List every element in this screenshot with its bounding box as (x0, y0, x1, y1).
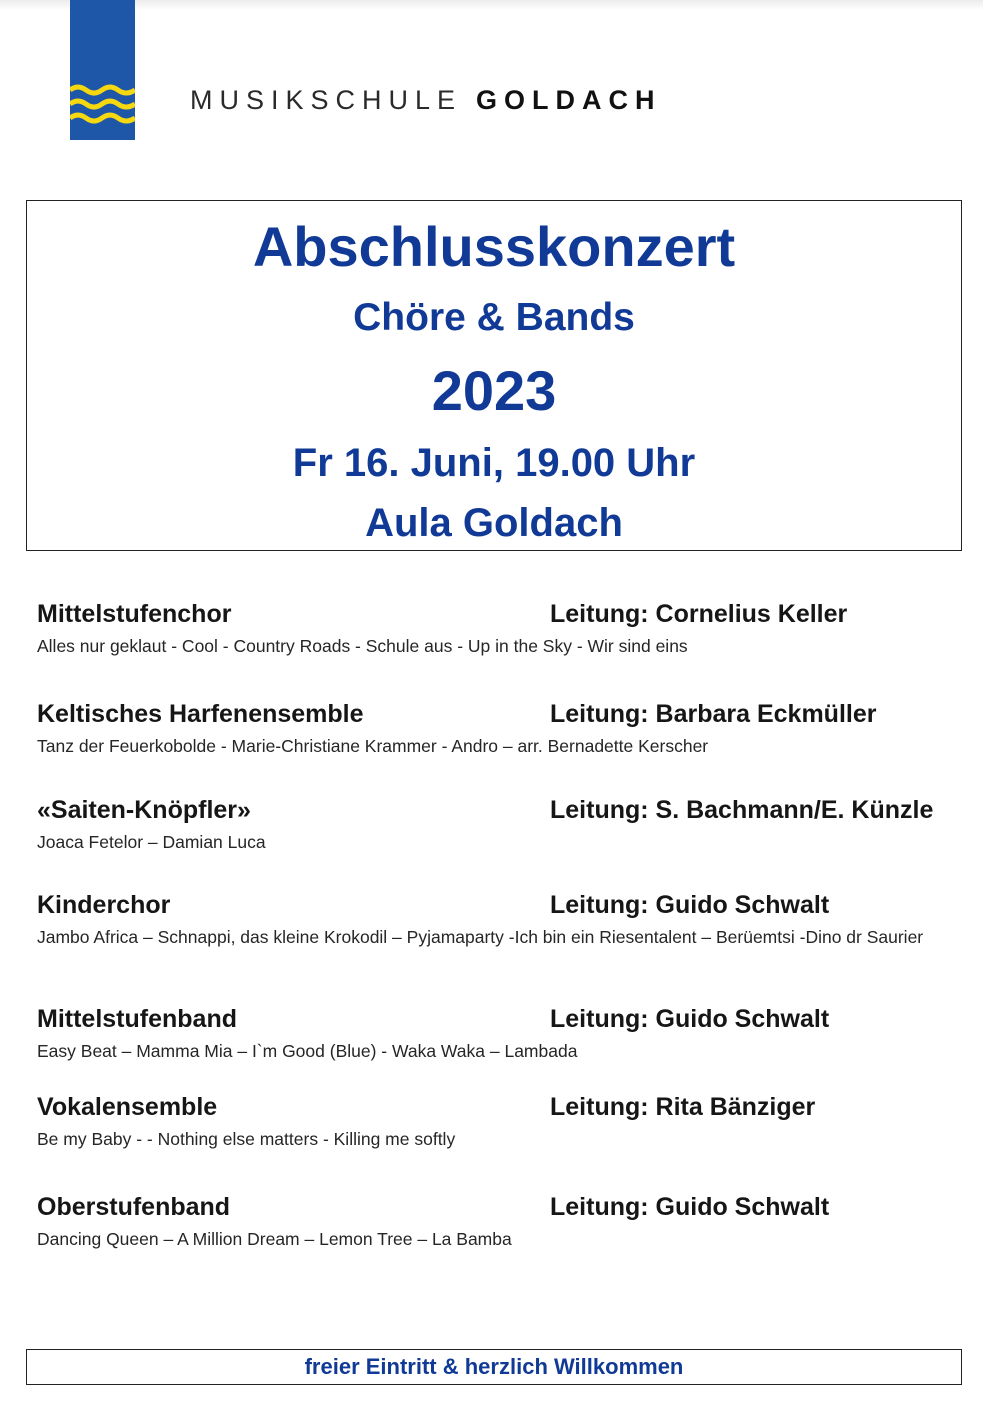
song-list: Tanz der Feuerkobolde - Marie-Christiane Krammer - Andro – arr. Bernadette Kerscher (37, 736, 709, 756)
ensemble-name: «Saiten-Knöpfler» (37, 796, 251, 824)
ensemble-leader: Leitung: Guido Schwalt (550, 891, 830, 919)
school-name (190, 84, 662, 116)
event-date: Fr 16. Juni, 19.00 Uhr (292, 441, 696, 485)
ensemble-leader: Leitung: S. Bachmann/E. Künzle (550, 796, 934, 824)
event-venue: Aula Goldach (365, 501, 623, 545)
song-list: Joaca Fetelor – Damian Luca (37, 832, 266, 852)
ensemble-name: Keltisches Harfenensemble (37, 700, 364, 728)
song-list: Be my Baby - - Nothing else matters - Killing me softly (37, 1129, 456, 1149)
song-list: Easy Beat – Mamma Mia – I`m Good (Blue) - Waka Waka – Lambada (37, 1041, 578, 1061)
song-list: Jambo Africa – Schnappi, das kleine Krokodil – Pyjamaparty -Ich bin ein Riesentalent – Berüemtsi -Dino dr Saurier (37, 927, 924, 947)
page-top-shade (0, 0, 983, 10)
ensemble-leader: Leitung: Guido Schwalt (550, 1005, 830, 1033)
school-name-light: MUSIKSCHULE (190, 85, 463, 115)
event-year: 2023 (431, 359, 557, 422)
song-list: Dancing Queen – A Million Dream – Lemon Tree – La Bamba (37, 1229, 512, 1249)
footer-text: freier Eintritt & herzlich Willkommen (304, 1354, 684, 1379)
event-headline-box (26, 200, 962, 551)
wave-logo-icon (70, 0, 135, 140)
ensemble-name: Vokalensemble (37, 1093, 218, 1121)
school-name-bold: GOLDACH (476, 85, 662, 115)
footer-banner (26, 1349, 962, 1385)
ensemble-leader: Leitung: Barbara Eckmüller (550, 700, 877, 728)
song-list: Alles nur geklaut - Cool - Country Roads - Schule aus - Up in the Sky - Wir sind eins (37, 636, 688, 656)
event-title: Abschlusskonzert (252, 215, 736, 278)
event-subtitle: Chöre & Bands (353, 296, 635, 339)
ensemble-leader: Leitung: Rita Bänziger (550, 1093, 816, 1121)
ensemble-name: Mittelstufenchor (37, 600, 232, 628)
ensemble-leader: Leitung: Guido Schwalt (550, 1193, 830, 1221)
ensemble-name: Mittelstufenband (37, 1005, 237, 1033)
ensemble-leader: Leitung: Cornelius Keller (550, 600, 848, 628)
ensemble-name: Kinderchor (37, 891, 171, 919)
ensemble-name: Oberstufenband (37, 1193, 231, 1221)
